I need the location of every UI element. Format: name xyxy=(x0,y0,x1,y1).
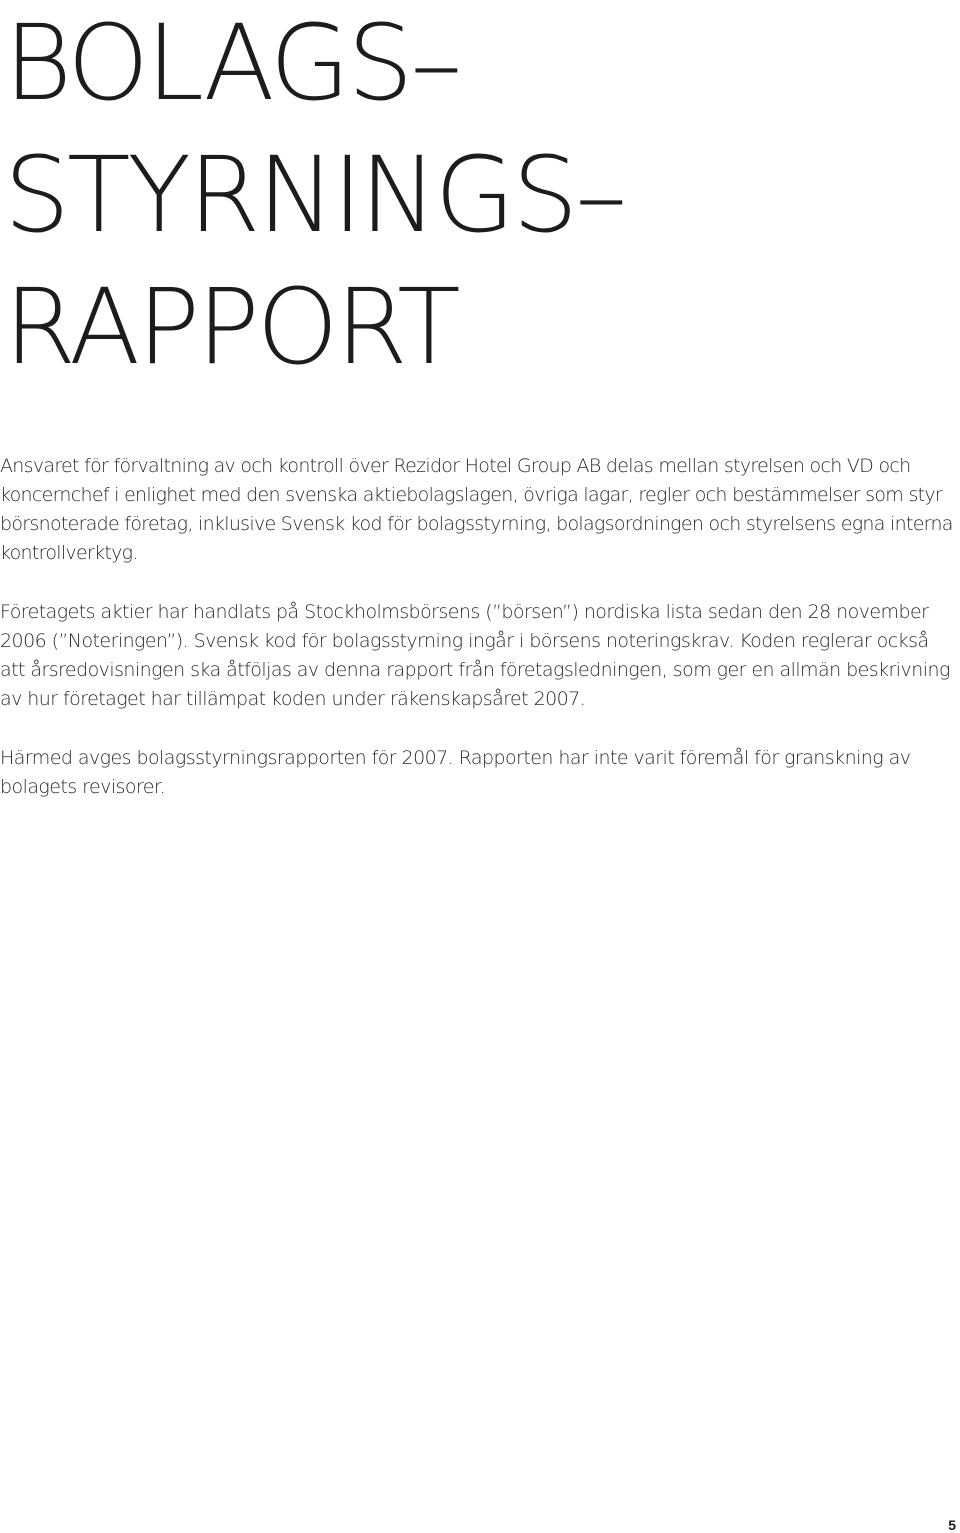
title-line-3: RAPPORT xyxy=(4,266,458,388)
page-number: 5 xyxy=(948,1517,956,1533)
page-title xyxy=(4,0,624,393)
title-line-2: STYRNINGS– xyxy=(4,134,625,256)
paragraph-responsibility: Ansvaret för förvaltning av och kontroll över Rezidor Hotel Group AB delas mellan styrelsen och VD och koncernchef i enlighet med den svenska aktiebolagslagen, övriga lagar, regler och bestämmelser som styr börsnoterade företag, inklusive Svensk kod för bolagsstyrning, bolagsordningen och styrelsens egna interna kontrollverktyg. xyxy=(0,455,953,564)
paragraph-listing: Företagets aktier har handlats på Stockholmsbörsens (”börsen”) nordiska lista sedan den 28 november 2006 (”Noteringen”). Svensk kod för bolagsstyrning ingår i börsens noteringskrav. Koden reglerar också att årsredovisningen ska åtföljas av denna rapport från företagsledningen, som ger en allmän beskrivning av hur företaget har tillämpat koden under räkenskapsåret 2007. xyxy=(0,601,950,710)
body-text xyxy=(0,452,958,832)
title-line-1: BOLAGS– xyxy=(4,2,460,124)
paragraph-report-statement: Härmed avges bolagsstyrningsrapporten för 2007. Rapporten har inte varit föremål för granskning av bolagets revisorer. xyxy=(0,747,911,798)
